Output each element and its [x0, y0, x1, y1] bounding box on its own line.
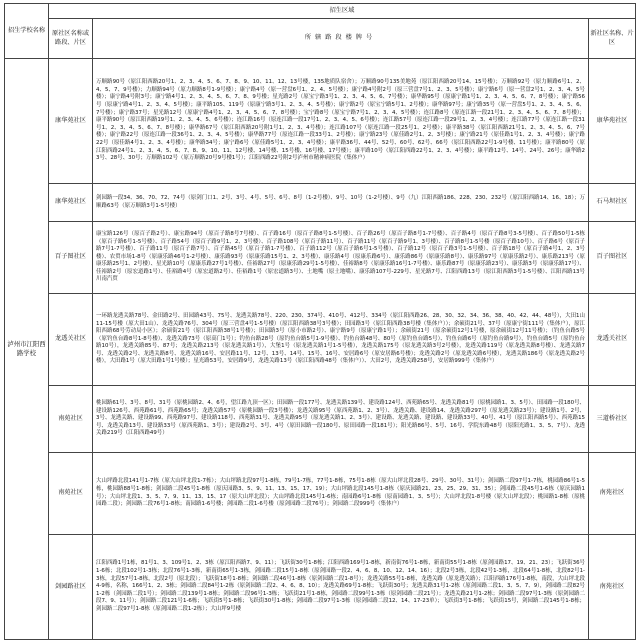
header-row-group: [5, 4, 636, 19]
header-roads: [93, 19, 589, 59]
old-area-cell: 南苑社区: [49, 453, 93, 535]
address-cell: 剑园路一段34、36、70、72、74号（原剑门口1、2号、3号、4号、5号、6号、8号（1-2号楼）、9号、10号（1-2号楼）、9号（九）江阳西路186、228、230、232号（原江阳西路14、16、18）；万顺路63号（原万顺路3号1-5号楼）: [93, 184, 589, 222]
new-area-cell: 百子图社区: [589, 222, 636, 294]
old-area-cell: 康华苑社区: [49, 184, 93, 222]
new-area-cell: 南苑社区: [589, 535, 636, 640]
address-cell: 江阳西路1号1栋，81号1、3、109号1、2、3栋（原江阳西路7、9、11）；飞跃街30号1-8栋；江阳西路169号1-8栋，新南街76号1-8栋，新南街55号1-8栋（原剑园路17、19、21、23）；飞跃街36号1-6栋；北段102号1-3栋；北段76号1-3栋，新南街65号1-3栋，剑园路二段15号1-8栋（原剑园路一段2、4、6、8、10、12、14、16）；北段2号3栋，北段42号1-3栋，北段64号1-8栋，北段82号1-3栋，北段57号1-8栋，北段2号（原北段）；飞跃街18号1-8栋；剑园路二段46号1-8栋（原剑园路二段1-8号）；龙透关路55号1-8栋，龙透关路（原龙透关路）；江阳西路176号1-8栋，南段，大山坪北段4-9栋，名称，166号1、2、3栋；剑园路二段84号1-2栋（原剑园路二段2、4、6、8、10）；龙透关路69号1-8栋；飞跃街30号；龙透关路31号1-2栋（原剑园路二段1、3、5、7、9），剑园路二段82号1-2栋（剑园路二段1号）；剑园路二段139号1-8栋；剑园路二段96号1-3栋；飞跃街21号1-8栋，剑园路二段99号1-3栋（原剑园路二段21号）；龙透关路21号1-2栋；剑园路二段97号1-3栋（原剑园路二段7、9、11号）；剑园路二段121号1-6栋；飞跃街5号1-8栋；飞跃街30号1-8栋；剑园路二段97号1-3栋（原剑园路二段12、14、17-23单）；飞跃街3号1-8栋；飞跃街15号，剑园路二段145号1-8栋；剑园路二段97号1-8栋（原剑园路二段1-2栋）；大山坪9号楼: [93, 535, 589, 640]
address-cell: 康宝路126号（原百子路2号）、康宝路94号（原百子路8号7号楼）、百子路16号（原百子路8号1-5号楼）、百子路26号（原百子路8号1-7号楼）、百子路4号（原百子路8号3-5号楼）、百子路50号1-5栋（原百子路6号1-5号楼）、百子路54号（原百子路9号1、2、3号楼）、百子路108号（原百子路11号）、百子路11号（原百子路9号1、3号楼）、百子路8号1-5号楼（原百子路10号）、百子路6号（原百子路7号1-7号楼）、百子路11号（原百子路7号）、百子路45号（原百子路1-7号楼）、百子路112号（原百子路6号1-5号楼）、百子路12号（原百子路3号1-5号楼）、百子路18号（原百子路4号1、2、3号楼）、农贸市场1-8号（原康乐路46号1-2号楼）、康乐路93号（原康乐路15号1、2、3号楼）、康乐路4号（原康乐路6号）、康乐路86号（原康乐路8号）、康乐路97号（原康乐路2号）、康乐路213号（原康乐路25号1、2号楼）、星光路10号（原康乐路27号1号楼）、佳裕路27号（原康乐路29号1-5号楼）、佳裕路8号（原康乐路16号1-7号楼）、康乐路87号（原康乐路23号）、康乐路3号（原康乐路17号）、佳裕路2号（原宏道路1号）、佳裕路4号（原宏道路2号）、佳裕路1号（原宏道路3号）、土地嘴（原土地嘴）、康乐路107号-229号、星光路7号、江阳西路13号（原江阳西路3号1-5号楼）、江阳西路13号 川南汽贸: [93, 222, 589, 294]
table-row: [5, 294, 636, 386]
header-new-area: 新社区名称、片区: [589, 19, 636, 59]
header-old-area: 原社区名称或路段、片区: [49, 19, 93, 59]
address-cell: 一环路龙透关路78号、金田路2号、田园路43号、75号、龙透关路78号、220、230、374号、410号、412号、334号（原江阳西路26、28、30、32、34、36、38、40、42、44、48号），大田1山11-15号楼（原大田1山）、龙透关路76号、304号（原三营盘4号1-5号楼）（原江阳西路38号3号楼）；田园路3号（原江阳西路38号楼（集体户））；余硕街21号、37号（原康宁街111号（集体户），原江阳西路68号劳动局小区）；余硕街21号（原江阳西路38号1号楼）；田园路3号（原小市路2号）、康宁路9号（原康宁路1号）；余硕街21号（原余硕街12号1号楼，原余硕街12号11号楼）；（钓鱼台路5号（原钓鱼台路8号1-8号楼）、龙透关路73号（原高门1号）；钓鱼台路28号（原钓鱼台路5号1-9号楼）、钓鱼台路48号、80号（原钓鱼台路5号）、钓鱼台路6号（原钓鱼台路9号），钓鱼台路5号（原钓鱼台路10号），龙透关路85号、87号；龙透关路213号（原龙透关路1号），大堡1号（原龙透关路1号1-5号楼），龙透关路175号（原龙透关路3号2号楼），龙透关路119号（原龙透关路8号楼）、龙透关路7号、龙透关路2号、龙透关路8号、龙透关路16号、安居路11号、12号、13号、14号、15号、16号、安居路6号（原安居路6号楼）；龙透关路2号（原龙透关路6号楼），龙透关路186号（原龙透关路2号楼），大田路1号（原大田路1号1号楼）；星光路53号，安居路9号，龙透关路13号（原江阳西路48号（集体户））、大田2号，龙透关路258号，安居路999号（集体户）: [93, 294, 589, 386]
table-row: [5, 535, 636, 640]
header-school: 招生学校名称: [5, 4, 49, 59]
old-area-cell: 南苑社区: [49, 386, 93, 453]
new-area-cell: 石马坝社区: [589, 184, 636, 222]
new-area-cell: 康华苑社区: [589, 59, 636, 184]
old-area-cell: 剑园路社区: [49, 535, 93, 640]
header-row-columns: [5, 19, 636, 59]
new-area-cell: 三道桥社区: [589, 386, 636, 453]
old-area-cell: 康华苑社区: [49, 59, 93, 184]
enrollment-table: [4, 3, 636, 640]
new-area-cell: 龙透关社区: [589, 294, 636, 386]
new-area-cell: 南苑社区: [589, 453, 636, 535]
table-row: [5, 184, 636, 222]
table-row: [5, 59, 636, 184]
address-cell: 万顺路90号（原江阳西路20号1、2、3、4、5、6、7、8、9、10、11、12、13号楼，135地质队宿舍）；万顺路90号135美地苑（原江阳西路20号14、15号楼）；万顺路92号（原力顺路6号1、2、4、5、7、9号楼）；力顺路94号（原力顺路8号1-9号楼）；康宁路4号（原一营盘6号1、2、4、5号楼）；康宁路4号附2号（原三营盘7号1、2、3、5号楼）；康宁路6号（原一营盘2号1、2、3、4、5号楼）；康宁路4号附3号；康宁路4号1、2、3、4、5、6、7、8、9号楼；星光路2号（原宝宁路3号1、2、3、4、5、6、7号楼）；康华路95号（原康宁路1号1、2、3、4、5、6、7、8号楼）；康宁路56号（原康宁路4号1、2、3、4、5号楼）；康平路105、119号（原康宁路3号1、2、3、4、5号楼）；康宁路2号（原宝宁路5号1、2号楼）；康华路97号；康宁路35号（原一营盘5号1、2、3、4、5、6、7号楼）；康宁路37号；星光路12号（原康宁路4号1、2、3、4、5、6、7、8号楼）；宝宁路8号（原宝宁路7号1、2、3、4、5号楼）；连江路8号（原连江路一段21号1、2、3、4、5、6、7、8号楼）；康平路90号（原江阳西路19号1、2、3、4、5、6号楼）；连江路16号（原连江路一段17号1、2、3、4、5、6号楼）；连江路57号（原连江路一段29号1、2、3、4号楼）；连江路77号（原连江路一段31号1、2、3、4、5、6、7、8号楼）；康华路67号（原江阳西路20号附1号1、2、3、4号楼）；连江路107号（原连江路一段25号1、2号楼）；康平路38号（原江阳西路21号1、2、3、4、5、6、7号楼）；康宁路22号（原连江路一段36号1、2、3、4、5号楼）；康华路77号（原连江路一段33号1、2号楼）；康宁路23号（原佳路2号1、2、3号楼）；康宁路21号（原佳路1号1、2、3、4号楼）；康宁路22号（原佳路4号1、2、3、4号楼）；康华路34号；康宁路6号（原佳路5号1、2、3、4号楼）；康平路36号、44号、52号、60号、62号、66号（原江阳西路22号1-9号楼、11号楼）；康平路80号（原江阳西路24号1、2、3、4、5、6、7、8、9、10、11、12号楼、14号楼、15号楼、16号楼、17号楼）；康平路10号（原江阳西路22号1、2、3、4号楼）；康平路12号、14号、24号、26号；康华路23号、28号、30号；万顺路102号（原万顺路20号9号楼1号）；江阳西路22号附2号泸州市精神病医院（集体户）: [93, 59, 589, 184]
table-row: [5, 222, 636, 294]
school-name-cell: 泸州市江阳西路学校: [5, 59, 49, 640]
table-row: [5, 453, 636, 535]
address-cell: 大山坪路北段141号1-7栋（原大山坪北段1-7栋）；大山坪路北段97号1-8栋，79号1-7栋，77号1-8栋，75号1-8栋（原大山坪北段28号、29号、30号、31号）；剑园路二段97号1-7栋，桃园路86号1-5栋，桃园路88号1-8栋；剑园路二段45号1-8栋（原庆园路3、5、9、11、13、15、17、19）；大山坪路北段145号1-8栋（原庆园路21、23、25、29、31、35）；剑园路二段45号1-6栋（原庆园路1号）；大山坪北段1、3、5、7、9、11、13、15、17（原大山坪北段）；大山坪路北段145号1-6栋；南园路6号1-8栋（原南园路1、3、5号）；大山坪北段1-8号楼（原大山坪北段）；桃园路1-8栋（原桃园路二段）；剑园路二段76号1-8栋；南园路1-6号楼；剑园路二段1-6号楼（原剑园路二段76号）；剑园路二段999号（集体户）: [93, 453, 589, 535]
address-cell: 桃园路61号、3号、8号、31号（原桃园路2、4、6号，望江路九顶一区）；田园路一段177号、龙透关路139号、建设路124号、西苑路65号、龙透关路81号（原桃园路1、3、5号）、田园路一段180号、建设路126号、西苑路61号、西苑路65号；龙透关路57号（原桃园路一段3号楼）；龙透关路95号（原西苑路1、2、3号）、龙透关路、建设路14、龙透关路297号（原龙透关路23号）；建设路1号、2号、3号、龙透关路、建设路99、西苑路97号、建设路118号、西苑路31号、龙透关路95号（原龙透关路1、2、3号）、建设路、龙透关路、建设路、建设路33号、40号、41号（原江阳西路5号）、西苑路15号、龙透关路13号、建设路33号（原西苑路1、3号）；建设路2号、3号、4号（原田园路一段180号、原田园路一段181号）；阳光路86号、5号、16号、学院东路48号（原阳光路1、3、5、7号）、龙透关路219号（江阳西路49号）: [93, 386, 589, 453]
table-row: [5, 386, 636, 453]
header-roads-label: 所辖路段楼牌号: [304, 34, 377, 42]
old-area-cell: 百子图社区: [49, 222, 93, 294]
header-enrollment-area: 招生区域: [49, 4, 636, 19]
old-area-cell: 龙透关社区: [49, 294, 93, 386]
